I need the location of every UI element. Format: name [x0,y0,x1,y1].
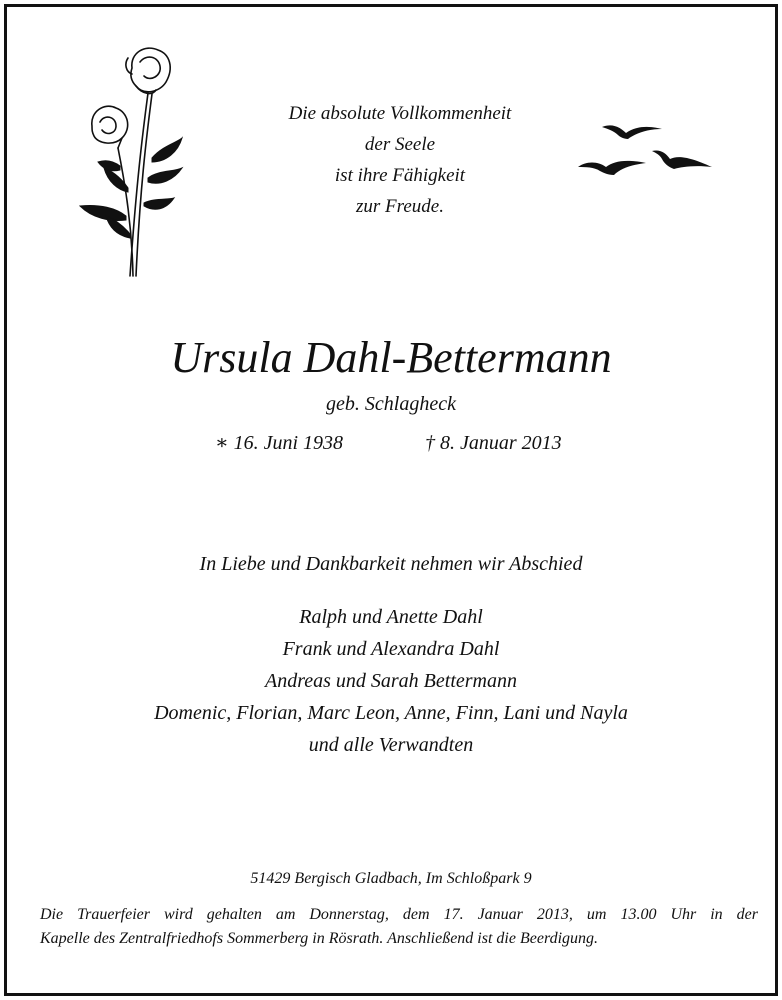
motto-line: zur Freude. [356,196,444,217]
mourner-line: Frank und Alexandra Dahl [282,638,500,660]
funeral-line: Kapelle des Zentralfriedhofs Sommerberg in Rösrath. Anschließend ist die Beerdigung. [40,930,599,947]
birds-icon [570,115,720,185]
motto [250,98,550,222]
mourner-line: und alle Verwandten [308,734,474,756]
motto-line: der Seele [364,134,436,155]
farewell-text: In Liebe und Dankbarkeit nehmen wir Abschied [199,553,583,575]
mourners-list [0,601,782,761]
mourner-line: Domenic, Florian, Marc Leon, Anne, Finn, Lani und Nayla [154,702,628,724]
mourner-line: Andreas und Sarah Bettermann [264,670,517,692]
maiden-name: geb. Schlagheck [326,393,456,415]
birth-date: ∗ 16. Juni 1938 [215,432,344,454]
deceased-name: Ursula Dahl-Bettermann [170,333,612,382]
funeral-line: Die Trauerfeier wird gehalten am Donnerstag, dem 17. Januar 2013, um 13.00 Uhr in der [40,906,758,923]
address: 51429 Bergisch Gladbach, Im Schloßpark 9 [250,870,532,887]
rose-icon [70,38,195,283]
motto-line: ist ihre Fähigkeit [334,165,466,186]
funeral-notice [40,903,758,951]
mourner-line: Ralph und Anette Dahl [299,606,483,628]
death-date: † 8. Januar 2013 [425,432,562,454]
motto-line: Die absolute Vollkommenheit [288,103,512,124]
